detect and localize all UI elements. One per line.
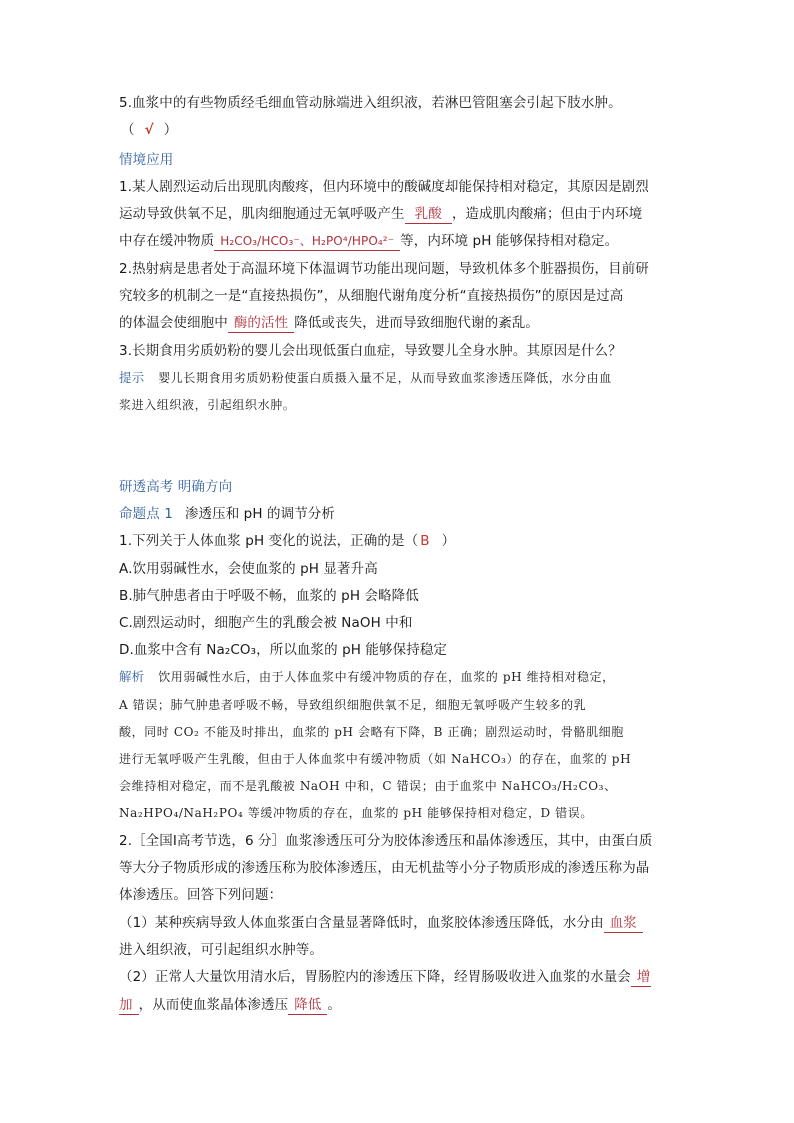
- review-item-5: [119, 93, 622, 113]
- hint-text-1: 婴儿长期食用劣质奶粉使蛋白质摄入量不足，从而导致血浆渗透压降低，水分由血: [158, 371, 612, 385]
- exam-q1-option-c: [119, 613, 412, 633]
- answer-blank-plasma: 血浆: [604, 915, 643, 933]
- hint-label: 提示: [119, 370, 145, 385]
- scenario-q2-text-1: 2.热射病是患者处于高温环境下体温调节功能出现问题，导致机体多个脏器损伤，目前研: [119, 261, 649, 277]
- option-d-text: D.血浆中含有 Na₂CO₃，所以血浆的 pH 能够保持稳定: [119, 642, 448, 658]
- option-c-text: C.剧烈运动时，细胞产生的乳酸会被 NaOH 中和: [119, 615, 413, 631]
- explanation-text-3: 酸，同时 CO₂ 不能及时排出，血浆的 pH 会略有下降，B 正确；剧烈运动时，骨骼肌细胞: [119, 725, 624, 739]
- exam-point-heading: [119, 504, 335, 524]
- exam-q2-sub2-end: 。: [327, 997, 342, 1013]
- explanation-line-4: [119, 749, 631, 769]
- scenario-q3-line-1: [119, 341, 622, 361]
- exam-q2-sub1-text-2: 进入组织液，可引起组织水肿等。: [119, 942, 323, 958]
- judgement-close-paren: ）: [163, 122, 178, 138]
- answer-blank-buffer: H₂CO₃/HCO₃⁻、H₂PO⁴/HPO₄²⁻: [214, 233, 400, 251]
- judgement-open-paren: （: [121, 122, 135, 138]
- hint-line-2: [119, 395, 295, 415]
- scenario-q1-text-3b: 等，内环境 pH 能够保持相对稳定。: [400, 233, 619, 249]
- hint-text-2: 浆进入组织液，引起组织水肿。: [119, 398, 296, 412]
- exam-heading: [119, 477, 232, 497]
- explanation-line-2: [119, 695, 586, 715]
- explanation-line-3: [119, 722, 624, 742]
- scenario-q3-text-1: 3.长期食用劣质奶粉的婴儿会出现低蛋白血症，导致婴儿全身水肿。其原因是什么？: [119, 343, 622, 359]
- exam-q2-line-3: [119, 885, 282, 905]
- exam-q2-sub1-text: （1）某种疾病导致人体血浆蛋白含量显著降低时，血浆胶体渗透压降低，水分由: [119, 915, 604, 931]
- scenario-heading-text: 情境应用: [119, 152, 174, 168]
- explanation-text-2: A 错误；肺气肿患者呼吸不畅，导致组织细胞供氧不足，细胞无氧呼吸产生较多的乳: [119, 698, 587, 712]
- review-item-5-judgement: [121, 120, 177, 140]
- answer-blank-lactic-acid: 乳酸: [405, 206, 452, 224]
- scenario-q2-line-2: [119, 286, 623, 306]
- answer-blank-increase-part2: 加: [119, 997, 139, 1015]
- exam-q1-option-d: [119, 640, 447, 660]
- scenario-q2-text-2: 究较多的机制之一是“直接热损伤”，从细胞代谢角度分析“直接热损伤”的原因是过高: [119, 288, 624, 304]
- exam-q1-stem-close: ）: [441, 533, 456, 549]
- scenario-q2-line-1: [119, 259, 649, 279]
- exam-q2-sub2-line-2: [119, 995, 341, 1015]
- exam-q1-option-b: [119, 586, 419, 606]
- option-b-text: B.肺气肿患者由于呼吸不畅，血浆的 pH 会略降低: [119, 588, 419, 604]
- scenario-q2-text-3b: 降低或丧失，进而导致细胞代谢的紊乱。: [294, 315, 540, 331]
- scenario-q1-text-2b: ，造成肌肉酸痛；但由于内环境: [451, 206, 643, 222]
- scenario-q2-line-3: [119, 313, 539, 333]
- exam-heading-text: 研透高考 明确方向: [119, 479, 233, 495]
- explanation-line-6: [119, 803, 593, 823]
- explanation-label: 解析: [119, 669, 145, 684]
- scenario-q1-text-1: 1.某人剧烈运动后出现肌肉酸疼，但内环境中的酸碱度却能保持相对稳定，其原因是剧烈: [119, 179, 649, 195]
- exam-q2-sub2-text-2: ，从而使血浆晶体渗透压: [138, 997, 289, 1013]
- exam-q2-sub2-text: （2）正常人大量饮用清水后，胃肠腔内的渗透压下降，经胃肠吸收进入血浆的水量会: [119, 969, 631, 985]
- explanation-text-4: 进行无氧呼吸产生乳酸，但由于人体血浆中有缓冲物质（如 NaHCO₃）的存在，血浆的 pH: [119, 752, 632, 766]
- exam-q2-text-3: 体渗透压。回答下列问题：: [119, 887, 283, 903]
- scenario-q1-line-3: [119, 231, 618, 251]
- scenario-heading: [119, 150, 173, 170]
- answer-blank-increase-part1: 增: [631, 969, 651, 987]
- exam-q1-option-a: [119, 559, 378, 579]
- exam-q2-line-1: [119, 831, 652, 851]
- exam-q2-text-2: 等大分子物质形成的渗透压称为胶体渗透压，由无机盐等小分子物质形成的渗透压称为晶: [119, 860, 650, 876]
- review-item-5-text: 5.血浆中的有些物质经毛细血管动脉端进入组织液，若淋巴管阻塞会引起下肢水肿。: [119, 95, 622, 111]
- scenario-q2-text-3a: 的体温会使细胞中: [119, 315, 228, 331]
- explanation-text-5: 会维持相对稳定，而不是乳酸被 NaOH 中和，C 错误；由于血浆中 NaHCO₃/H₂CO₃、: [119, 779, 617, 793]
- scenario-q1-text-2a: 运动导致供氧不足，肌肉细胞通过无氧呼吸产生: [119, 206, 405, 222]
- explanation-line-5: [119, 776, 617, 796]
- scenario-q1-text-3a: 中存在缓冲物质: [119, 233, 215, 249]
- check-mark-icon: √: [144, 122, 154, 138]
- exam-point-label: 命题点 1: [119, 506, 173, 522]
- answer-blank-decrease: 降低: [288, 997, 327, 1015]
- explanation-text-6: Na₂HPO₄/NaH₂PO₄ 等缓冲物质的存在，血浆的 pH 能够保持相对稳定，D 错误。: [119, 806, 593, 820]
- scenario-q1-line-1: [119, 177, 649, 197]
- exam-q1-answer: B: [420, 533, 430, 549]
- exam-q2-line-2: [119, 858, 649, 878]
- exam-point-title: 渗透压和 pH 的调节分析: [184, 506, 335, 522]
- option-a-text: A.饮用弱碱性水，会使血浆的 pH 显著升高: [119, 561, 378, 577]
- exam-q2-sub1-line-2: [119, 940, 323, 960]
- answer-blank-enzyme-activity: 酶的活性: [228, 315, 294, 333]
- hint-line-1: [119, 368, 612, 388]
- scenario-q1-line-2: [119, 204, 642, 224]
- explanation-text-1: 饮用弱碱性水后，由于人体血浆中有缓冲物质的存在，血浆的 pH 维持相对稳定，: [158, 670, 615, 684]
- exam-q1-stem: [119, 531, 455, 551]
- exam-q2-sub1-line-1: [119, 913, 643, 933]
- explanation-line-1: [119, 667, 615, 687]
- exam-q2-sub2-line-1: [119, 967, 651, 987]
- exam-q1-stem-text: 1.下列关于人体血浆 pH 变化的说法，正确的是（: [119, 533, 419, 549]
- exam-q2-text-1: 2.［全国Ⅰ高考节选，6 分］血浆渗透压可分为胶体渗透压和晶体渗透压，其中，由蛋白质: [119, 833, 653, 849]
